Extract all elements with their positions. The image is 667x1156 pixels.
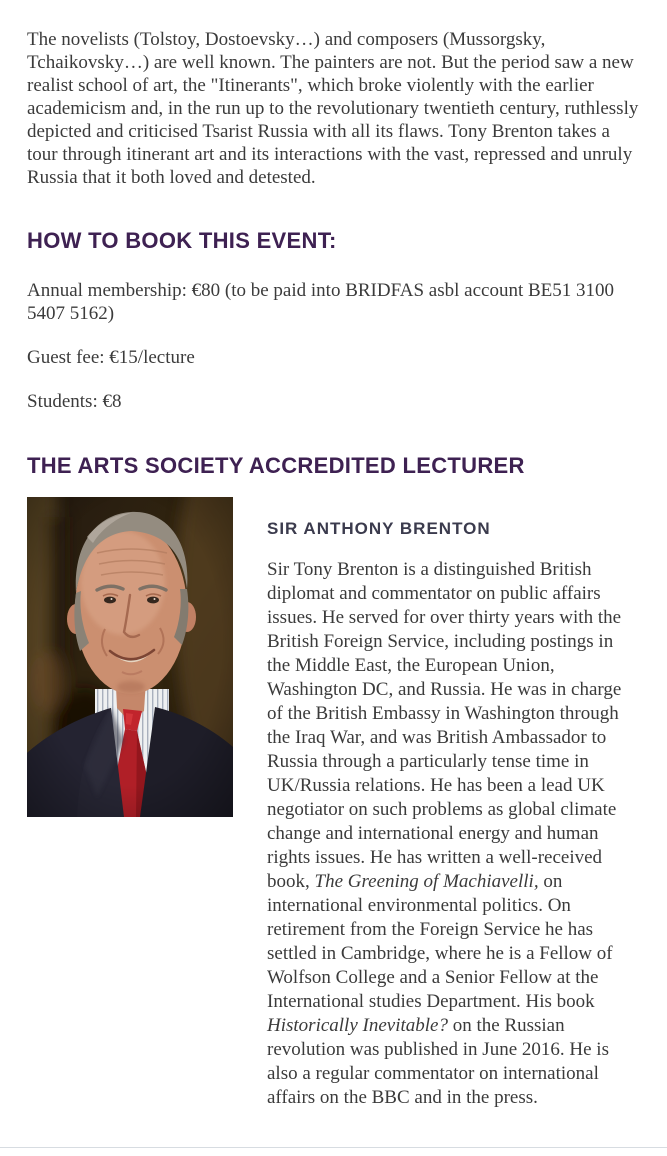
bottom-divider <box>0 1147 667 1148</box>
booking-heading: HOW TO BOOK THIS EVENT: <box>27 228 337 253</box>
booking-annual-membership: Annual membership: €80 (to be paid into BRIDFAS asbl account BE51 3100 5407 5162) <box>27 280 614 324</box>
bio-text-part-1: Sir Tony Brenton is a distinguished British diplomat and commentator on public affairs issues. He served for over thirty years with the British Foreign Service, including postings in the Middle East, the European Union, Washington DC, and Russia. He was in charge of the British Embassy in Washington through the Iraq War, and was British Ambassador to Russia through a particularly tense time in UK/Russia relations. He has been a lead UK negotiator on such problems as global climate change and international energy and human rights issues. He has written a well-received book, <box>267 559 622 892</box>
lecturer-bio-column <box>267 497 640 1110</box>
portrait-illustration <box>27 497 233 817</box>
bio-text-part-3: on the Russian revolution was published in June 2016. He is also a regular commentator on international affairs on the BBC and in the press. <box>267 1015 609 1108</box>
booking-guest-fee: Guest fee: €15/lecture <box>27 347 195 368</box>
lecturer-portrait-photo <box>27 497 233 817</box>
lecturer-section <box>27 497 640 1110</box>
bio-text-part-2: on international environmental politics. On retirement from the Foreign Service he has settled in Cambridge, where he is a Fellow of Wolfson College and a Senior Fellow at the International studies Department. His book <box>267 871 613 1012</box>
lecturer-name: SIR ANTHONY BRENTON <box>267 519 491 538</box>
lecturer-heading: THE ARTS SOCIETY ACCREDITED LECTURER <box>27 453 525 478</box>
lecturer-bio <box>267 558 640 1110</box>
intro-paragraph: The novelists (Tolstoy, Dostoevsky…) and composers (Mussorgsky, Tchaikovsky…) are well known. The painters are not. But the period saw a new realist school of art, the "Itinerants", which broke violently with the earlier academicism and, in the run up to the revolutionary twentieth century, ruthlessly depicted and criticised Tsarist Russia with all its flaws. Tony Brenton takes a tour through itinerant art and its interactions with the vast, repressed and unruly Russia that it both loved and detested. <box>27 29 639 188</box>
bio-book-title-greening-of-machiavelli: The Greening of Machiavelli, <box>314 871 539 892</box>
bio-book-title-historically-inevitable: Historically Inevitable? <box>267 1015 448 1036</box>
booking-students: Students: €8 <box>27 391 122 412</box>
